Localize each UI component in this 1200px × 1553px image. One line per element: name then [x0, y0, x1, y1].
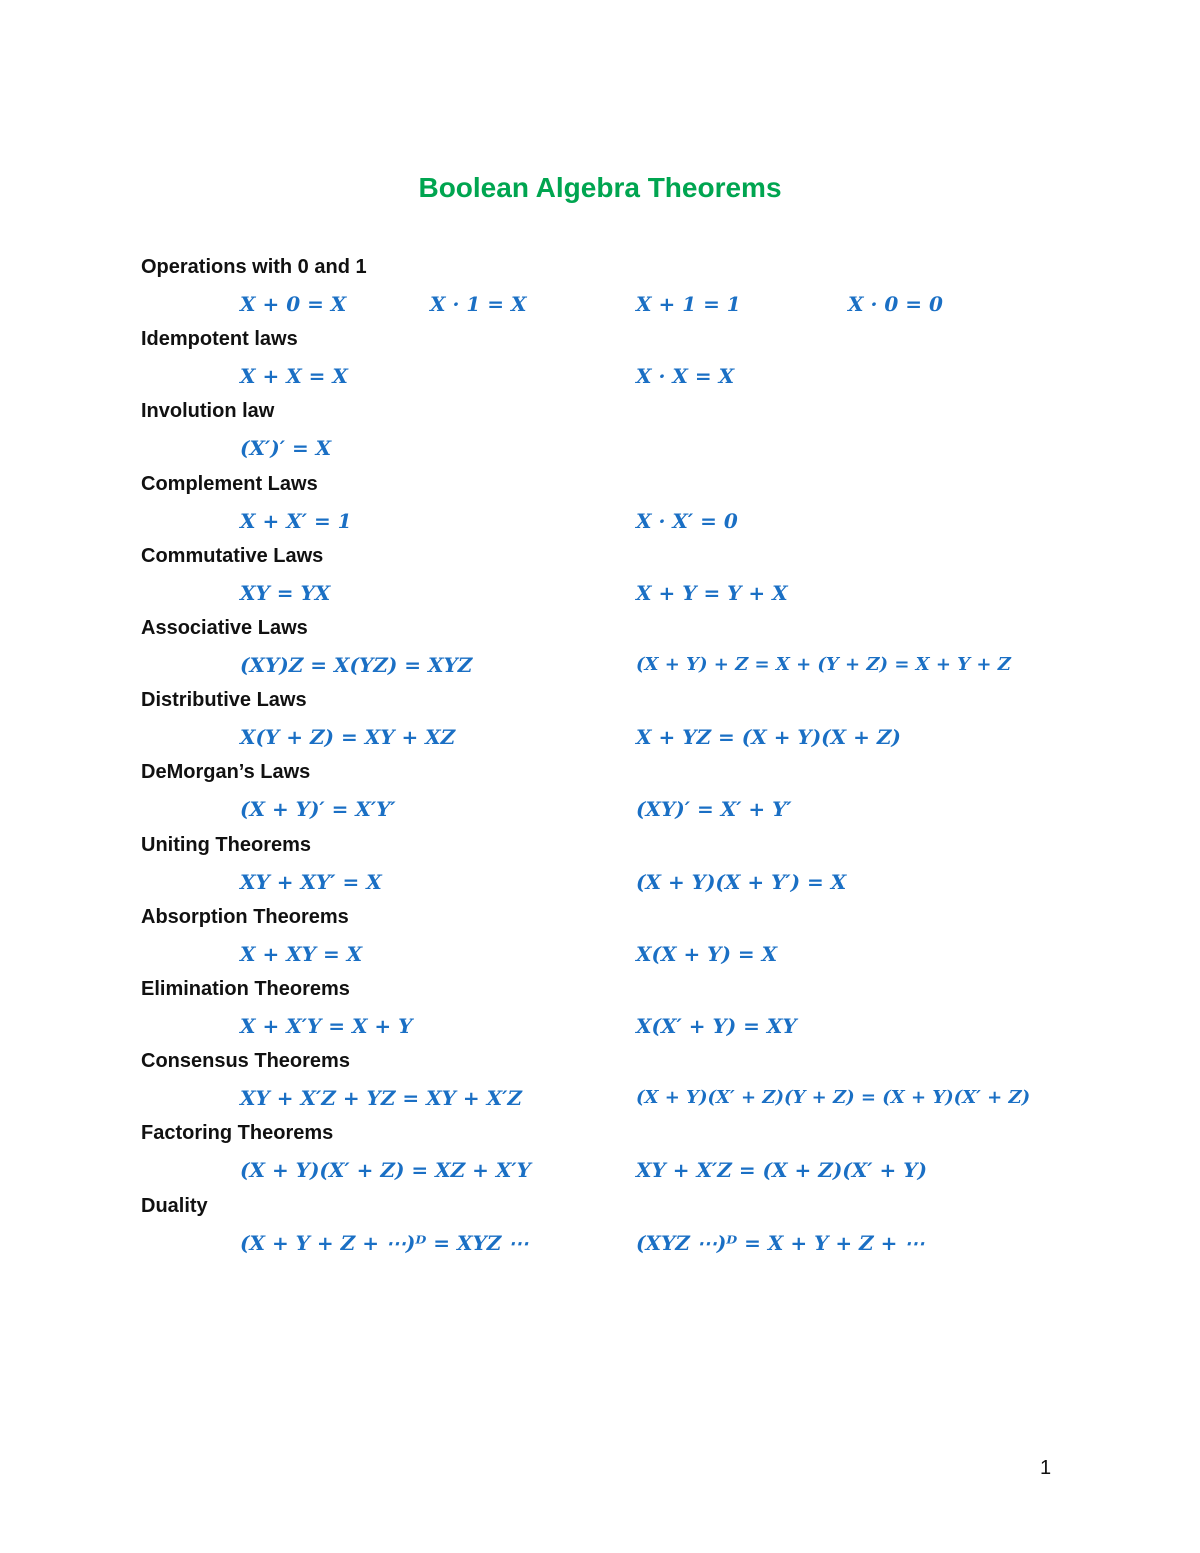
section-title: Consensus Theorems: [141, 1050, 350, 1073]
section-title: Operations with 0 and 1: [141, 256, 367, 278]
formula: (X + Y)(X′ + Z)(Y + Z) = (X + Y)(X′ + Z): [636, 1087, 1031, 1109]
formula: XY + X′Z + YZ = XY + X′Z: [240, 1086, 522, 1111]
formula: X · 1 = X: [430, 292, 527, 316]
section-title: Idempotent laws: [141, 328, 298, 351]
formula: X + 1 = 1: [636, 292, 741, 316]
formula: X(Y + Z) = XY + XZ: [240, 725, 456, 750]
formula: X + XY = X: [240, 941, 363, 966]
page-title: Boolean Algebra Theorems: [418, 172, 782, 203]
formula: X · X′ = 0: [636, 508, 738, 533]
formula: (X + Y)(X′ + Z) = XZ + X′Y: [240, 1158, 531, 1183]
formula: (X + Y) + Z = X + (Y + Z) = X + Y + Z: [636, 654, 1011, 675]
formula: X + X = X: [240, 364, 348, 389]
section-title: Involution law: [141, 400, 275, 423]
formula: X + X′Y = X + Y: [240, 1014, 413, 1038]
section-title: Commutative Laws: [141, 544, 324, 567]
formula: XY + X′Z = (X + Z)(X′ + Y): [636, 1158, 927, 1183]
section-title: Duality: [141, 1194, 208, 1217]
formula: X(X + Y) = X: [636, 941, 778, 966]
formula: (X + Y)′ = X′Y′: [240, 797, 396, 822]
section-title: Absorption Theorems: [141, 905, 349, 928]
section-title: Associative Laws: [141, 617, 308, 639]
section-title: Uniting Theorems: [141, 833, 312, 856]
section-title: Factoring Theorems: [141, 1122, 334, 1145]
formula: X + X′ = 1: [240, 508, 352, 533]
formula: (XY)′ = X′ + Y′: [636, 797, 792, 822]
formula: X + 0 = X: [240, 292, 347, 316]
formula: (XYZ ⋯)ᴰ = X + Y + Z + ⋯: [636, 1230, 925, 1255]
section-title: Distributive Laws: [141, 689, 307, 712]
section-title: DeMorgan’s Laws: [141, 761, 311, 784]
formula: X · 0 = 0: [848, 292, 943, 316]
formula: (XY)Z = X(YZ) = XYZ: [240, 653, 473, 677]
formula: (X + Y)(X + Y′) = X: [636, 869, 847, 894]
formula: (X′)′ = X: [240, 436, 332, 461]
formula: XY + XY′ = X: [240, 869, 382, 894]
page-number: 1: [1040, 1457, 1052, 1479]
formula: X · X = X: [636, 364, 735, 389]
section-title: Complement Laws: [141, 472, 318, 495]
formula: X(X′ + Y) = XY: [636, 1014, 797, 1038]
formula: X + YZ = (X + Y)(X + Z): [636, 725, 901, 750]
formula: XY = YX: [240, 580, 331, 605]
formula: X + Y = Y + X: [636, 580, 788, 605]
section-title: Elimination Theorems: [141, 978, 350, 1000]
formula: (X + Y + Z + ⋯)ᴰ = XYZ ⋯: [240, 1230, 529, 1255]
